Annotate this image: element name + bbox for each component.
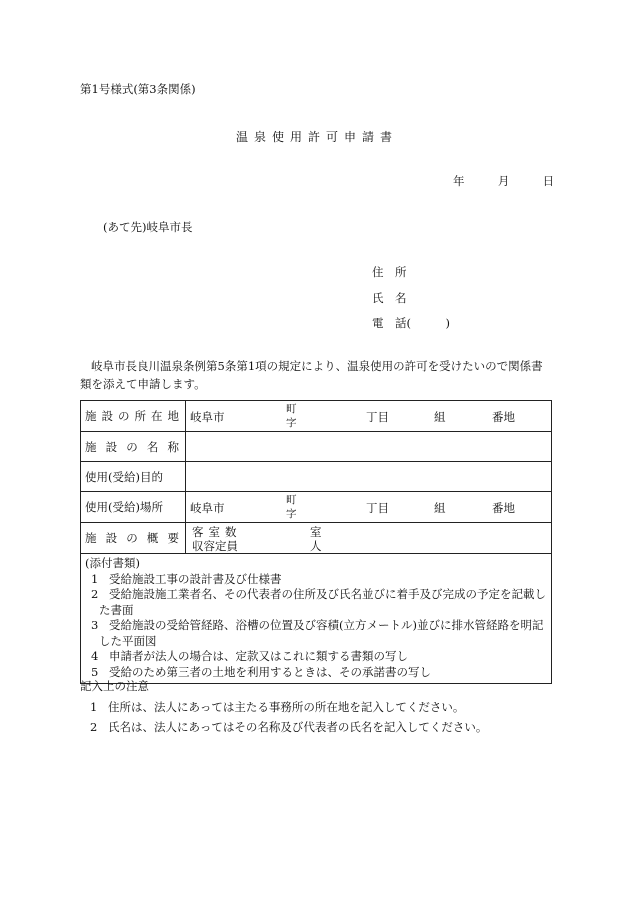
facility-name-label: 施 設 の 名 称 <box>85 439 179 454</box>
attachment-item: 4 申請者が法人の場合は、定款又はこれに類する書類の写し <box>91 649 408 663</box>
place-chome: 丁目 <box>366 501 389 515</box>
place-aza: 字 <box>286 508 297 520</box>
form-number: 第1号様式(第3条関係) <box>80 82 196 96</box>
attachments-cell <box>81 554 552 684</box>
location-label-cell <box>81 401 186 432</box>
overview-label: 施 設 の 概 要 <box>85 531 179 545</box>
note-item: 1 住所は、法人にあっては主たる事務所の所在地を記入してください。 <box>90 700 465 714</box>
application-statement: 岐阜市長良川温泉条例第5条第1項の規定により、温泉使用の許可を受けたいので関係書類を添えて申請します。 <box>80 359 543 391</box>
facility-name-value-cell[interactable] <box>186 432 552 462</box>
overview-value-cell[interactable] <box>186 523 552 554</box>
location-aza: 字 <box>286 417 297 429</box>
attachment-item: 2 受給施設施工業者名、その代表者の住所及び氏名並びに着手及び完成の予定を記載し <box>91 587 546 601</box>
place-value-cell[interactable] <box>186 492 552 523</box>
place-label: 使用(受給)場所 <box>85 500 163 514</box>
attachment-item: 3 受給施設の受給管経路、浴槽の位置及び容積(立方メートル)並びに排水管経路を明記 <box>91 618 544 632</box>
location-banchi: 番地 <box>492 410 515 424</box>
purpose-label-cell <box>81 462 186 492</box>
document-title: 温泉使用許可申請書 <box>236 130 399 144</box>
table-row-purpose <box>81 462 552 492</box>
location-kumi: 組 <box>434 410 446 424</box>
note-item: 2 氏名は、法人にあってはその名称及び代表者の氏名を記入してください。 <box>90 720 488 734</box>
attachment-item-continuation: した平面図 <box>99 633 157 648</box>
rooms-unit: 室 <box>310 525 322 539</box>
place-city: 岐阜市 <box>190 501 225 515</box>
date-day: 日 <box>542 174 555 188</box>
facility-name-label-cell <box>81 432 186 462</box>
attachments-head: (添付書類) <box>85 556 140 570</box>
table-row-place <box>81 492 552 523</box>
place-kumi: 組 <box>434 501 446 515</box>
attachment-item: 1 受給施設工事の設計書及び仕様書 <box>91 571 282 586</box>
applicant-name-label: 氏 名 <box>372 291 407 305</box>
date-month: 月 <box>497 174 510 188</box>
attachment-item-continuation: た書面 <box>99 602 134 617</box>
table-row-name <box>81 432 552 462</box>
applicant-address-label: 住 所 <box>372 265 407 279</box>
addressee: (あて先)岐阜市長 <box>103 220 193 234</box>
purpose-value-cell[interactable] <box>186 462 552 492</box>
location-value-cell[interactable] <box>186 401 552 432</box>
table-row-attachments <box>81 554 552 684</box>
location-city: 岐阜市 <box>190 410 225 424</box>
table-row-location <box>81 401 552 432</box>
location-label: 施 設 の 所 在 地 <box>85 409 179 423</box>
date-year: 年 <box>453 174 465 188</box>
capacity-label: 収容定員 <box>192 539 238 553</box>
date-line <box>453 173 554 189</box>
rooms-label: 客室数 <box>192 525 242 539</box>
capacity-unit: 人 <box>310 539 322 553</box>
table-row-overview <box>81 523 552 554</box>
place-banchi: 番地 <box>492 501 515 515</box>
attachment-item: 5 受給のため第三者の土地を利用するときは、その承諾書の写し <box>91 664 431 679</box>
place-label-cell <box>81 492 186 523</box>
place-cho: 町 <box>286 494 297 506</box>
applicant-phone-label: 電 話( ) <box>372 316 450 330</box>
notes-heading: 記入上の注意 <box>80 679 149 693</box>
location-cho: 町 <box>286 403 297 415</box>
location-chome: 丁目 <box>366 410 389 424</box>
overview-label-cell <box>81 523 186 554</box>
purpose-label: 使用(受給)目的 <box>85 469 163 484</box>
application-table <box>80 400 552 684</box>
